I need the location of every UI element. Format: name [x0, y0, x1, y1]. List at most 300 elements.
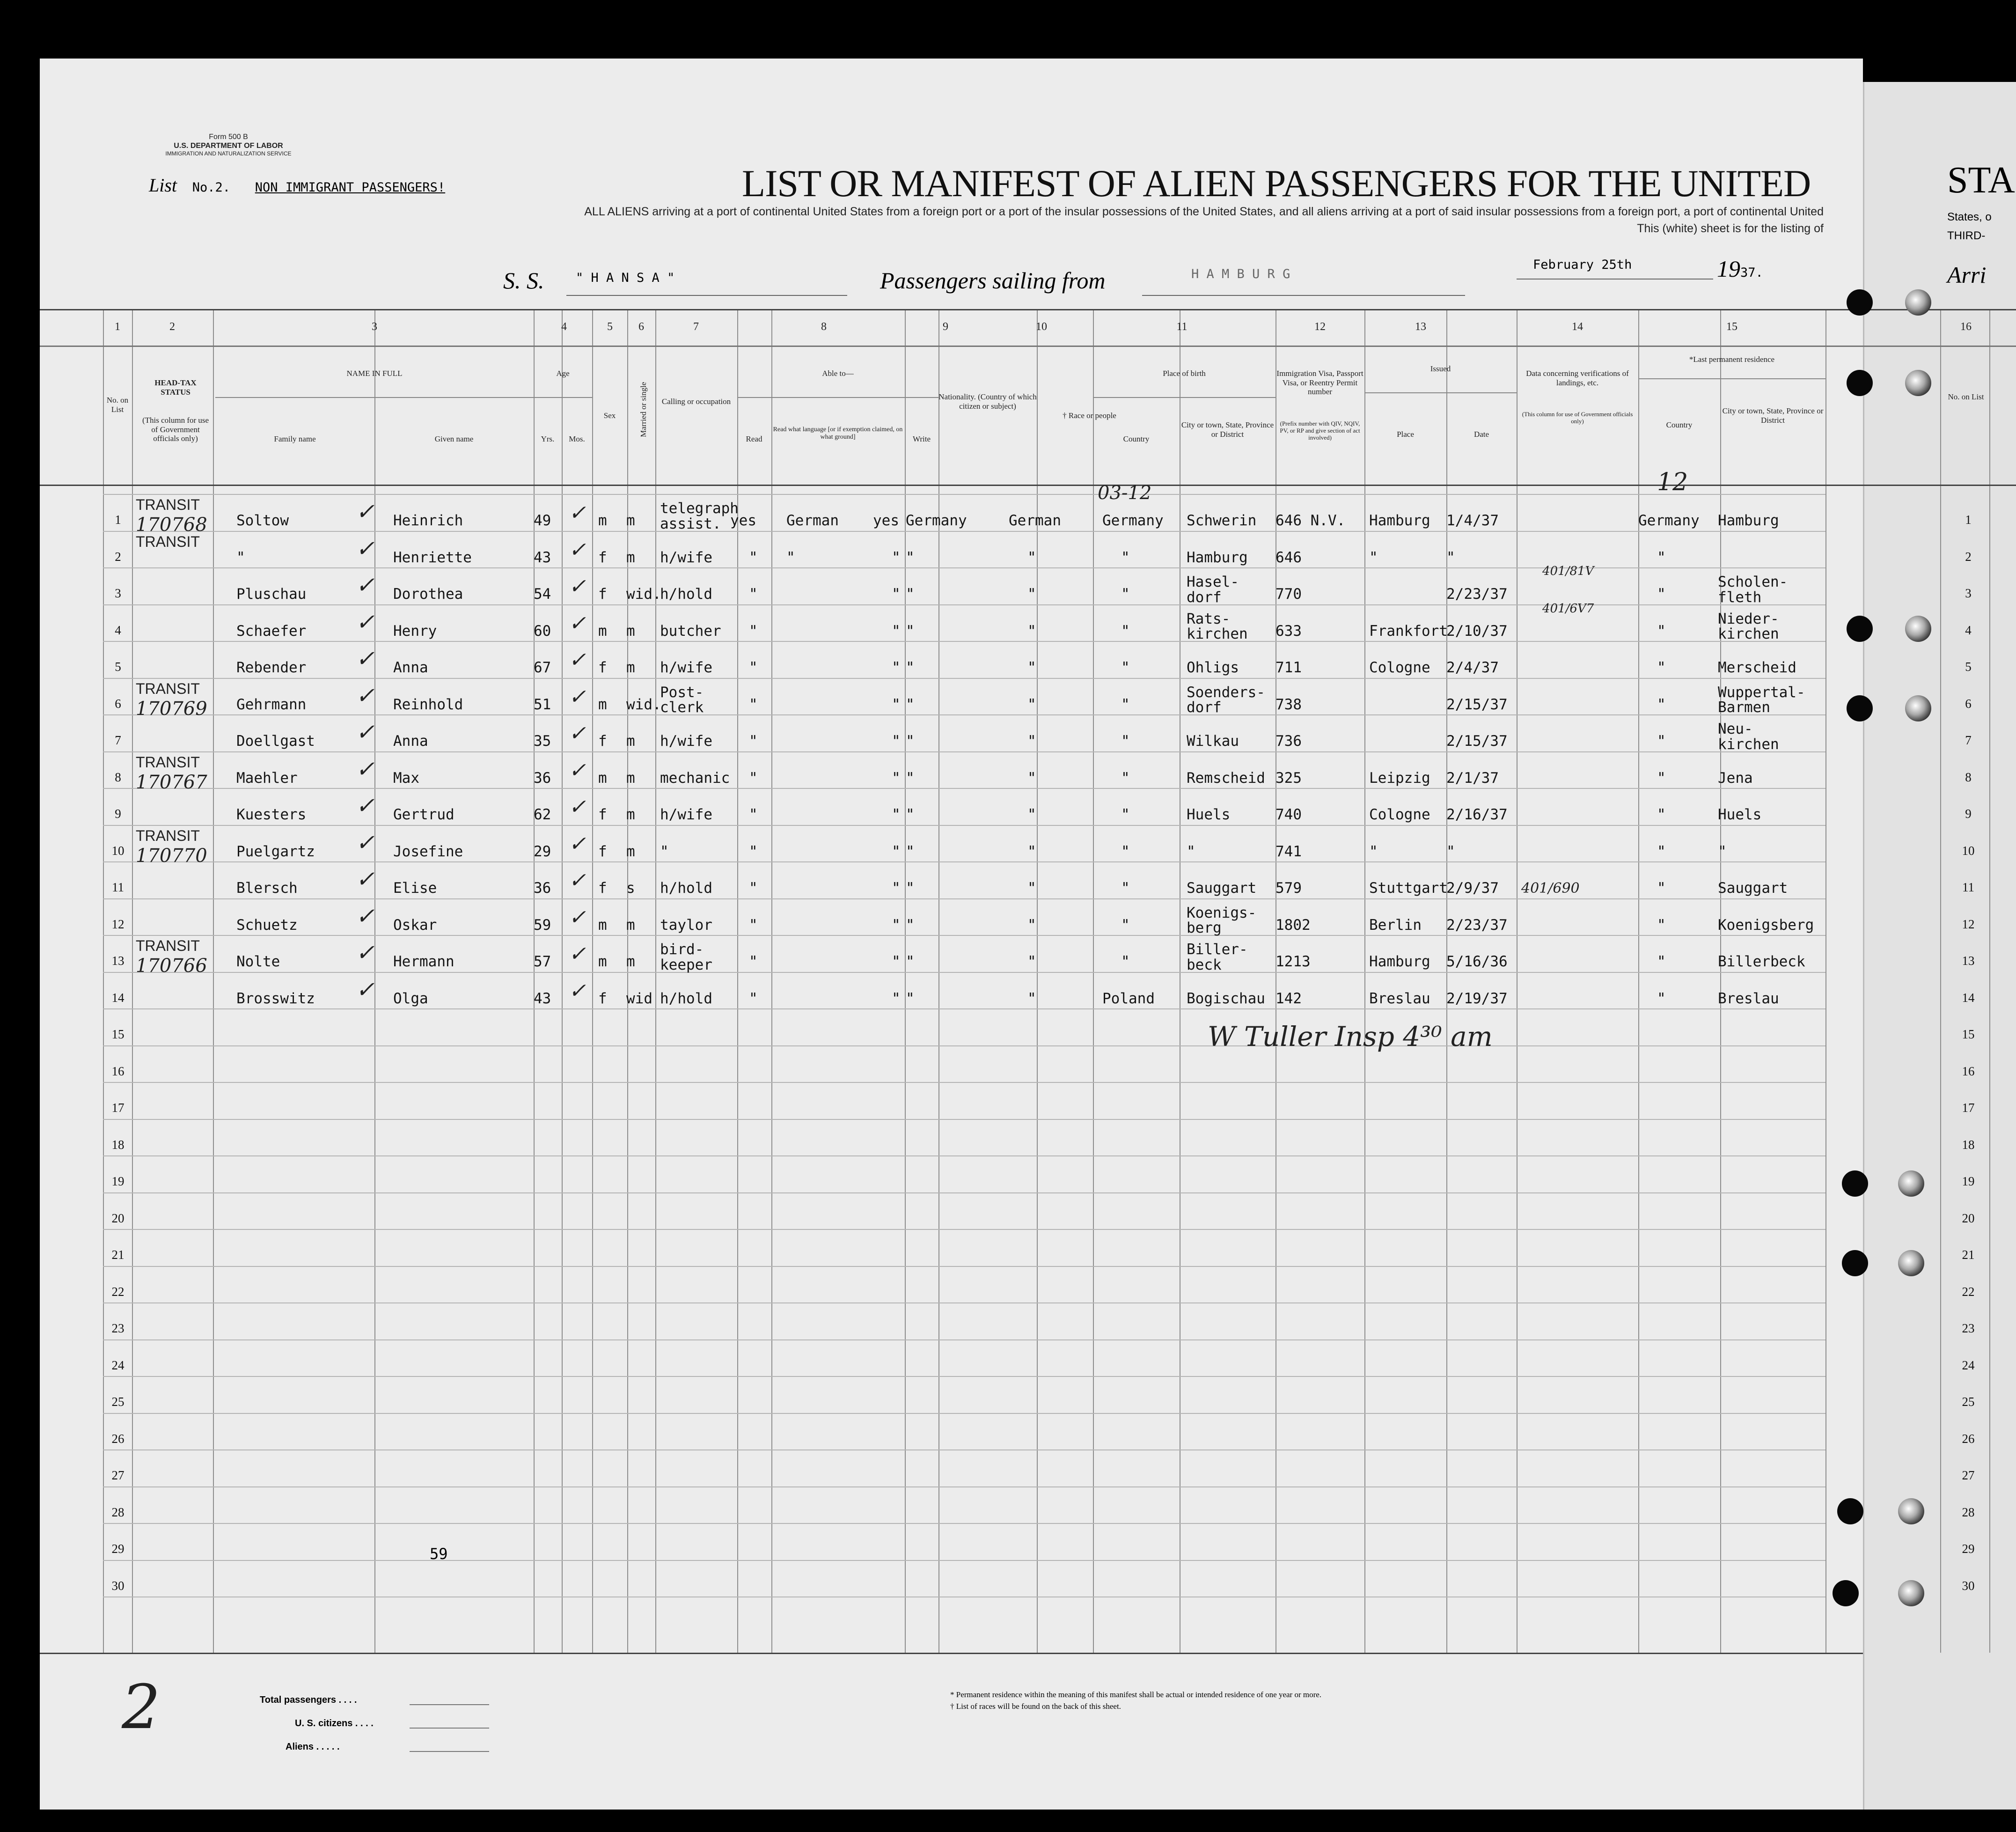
grid-vline — [132, 309, 133, 1653]
family-name: Schaefer — [236, 622, 307, 640]
residence-country: " — [1657, 880, 1666, 897]
hdr-visa: Immigration Visa, Passport Visa, or Reentry Permit number — [1276, 369, 1364, 397]
marital-status: m — [626, 843, 635, 860]
birth-country: " — [1121, 549, 1130, 566]
sailing-date: February 25th — [1533, 258, 1632, 272]
issued-place: Leipzig — [1369, 769, 1430, 787]
row-number-right: 23 — [1962, 1321, 1975, 1335]
hdr-read-lang: Read what language [or if exemption claimed, on what ground] — [773, 426, 903, 441]
residence-city: Huels — [1718, 806, 1762, 823]
can-read: " — [749, 586, 758, 603]
issued-place: Frankfort — [1369, 622, 1448, 640]
row-number-right: 28 — [1962, 1505, 1975, 1519]
issued-place: Cologne — [1369, 659, 1430, 676]
birth-country: " — [1121, 843, 1130, 860]
inspector-signature: W Tuller Insp 4³⁰ am — [1208, 1021, 1493, 1052]
hdr-race: † Race or people — [1063, 411, 1116, 420]
can-read: " — [749, 549, 758, 566]
can-read: " — [749, 880, 758, 897]
issued-place: Hamburg — [1369, 953, 1430, 970]
nationality: " — [906, 696, 915, 713]
checkmark-icon: ✓ — [356, 572, 375, 598]
can-read: " — [749, 806, 758, 823]
residence-city: Scholen- fleth — [1718, 574, 1788, 606]
column-number: 2 — [169, 321, 175, 333]
birth-country: " — [1121, 622, 1130, 640]
grid-vline — [592, 309, 593, 1653]
row-number: 7 — [115, 733, 121, 747]
checkmark-icon: ✓ — [356, 499, 375, 525]
service: IMMIGRATION AND NATURALIZATION SERVICE — [165, 150, 292, 157]
grid-vline — [1825, 309, 1826, 1653]
residence-country: " — [1657, 549, 1666, 566]
footer-total: Total passengers . . . . — [260, 1695, 357, 1705]
can-read: " — [749, 696, 758, 713]
given-name: Gertrud — [393, 806, 455, 823]
grid-vline — [1364, 309, 1365, 1653]
column-number: 10 — [1036, 321, 1047, 333]
family-name: Nolte — [236, 953, 280, 970]
age-years: 29 — [534, 843, 551, 860]
next-sheet-edge — [1863, 82, 2016, 1810]
race: " — [1027, 733, 1036, 750]
race: " — [1027, 843, 1036, 860]
sex: f — [598, 549, 607, 566]
can-write: " — [892, 916, 901, 934]
given-name: Oskar — [393, 916, 437, 934]
row-number-right: 14 — [1962, 990, 1975, 1005]
column-number: 12 — [1314, 321, 1326, 333]
occupation: h/hold — [660, 990, 712, 1007]
family-name: " — [236, 549, 245, 566]
residence-country: " — [1657, 733, 1666, 750]
handwritten-note-row4: 401/6V7 — [1542, 602, 1594, 616]
row-number: 25 — [111, 1395, 125, 1409]
sailing-label: Passengers sailing from — [880, 267, 1106, 294]
column-number: 8 — [821, 321, 827, 333]
row-number: 12 — [111, 917, 125, 931]
handwritten-note-row3: 401/81V — [1542, 564, 1594, 578]
sex: f — [598, 659, 607, 676]
visa-number: 736 — [1276, 733, 1302, 750]
row-number: 8 — [115, 770, 121, 784]
age-years: 60 — [534, 622, 551, 640]
checkmark-icon: ✓ — [569, 574, 586, 598]
grid-vline — [938, 309, 939, 1653]
marital-status: m — [626, 733, 635, 750]
hdr-sex: Sex — [603, 411, 616, 420]
row-line — [103, 1486, 1825, 1487]
binder-hole — [1842, 1250, 1868, 1276]
year-value: 37. — [1740, 265, 1763, 280]
checkmark-icon: ✓ — [569, 942, 586, 966]
marital-status: m — [626, 622, 635, 640]
can-read: " — [749, 622, 758, 640]
birth-city: Biller- beck — [1187, 941, 1248, 973]
marital-status: wid. — [626, 586, 661, 603]
race: " — [1027, 990, 1036, 1007]
age-years: 54 — [534, 586, 551, 603]
residence-country: " — [1657, 916, 1666, 934]
residence-country: " — [1657, 659, 1666, 676]
row-number: 24 — [111, 1358, 125, 1372]
can-read: " — [749, 843, 758, 860]
nationality: Germany — [906, 512, 967, 529]
column-number: 7 — [693, 321, 699, 333]
visa-number: 579 — [1276, 880, 1302, 897]
row-line — [103, 972, 1825, 973]
issued-date: 2/9/37 — [1446, 880, 1499, 897]
row-line — [103, 1082, 1825, 1083]
row-number-right: 20 — [1962, 1211, 1975, 1225]
issued-place: " — [1369, 549, 1378, 566]
row-number-right: 10 — [1962, 843, 1975, 858]
edge-line1: States, o — [1947, 211, 1992, 223]
occupation: bird- keeper — [660, 941, 712, 973]
hdr-birth-country: Country — [1123, 434, 1150, 443]
birth-city: Soenders- dorf — [1187, 684, 1265, 716]
row-number-right: 13 — [1962, 954, 1975, 968]
issued-date: 2/16/37 — [1446, 806, 1508, 823]
handwritten-col15-code: 12 — [1657, 468, 1688, 496]
hdr-read: Read — [746, 434, 762, 443]
hdr-name-in-full: NAME IN FULL — [346, 369, 403, 378]
family-name: Pluschau — [236, 586, 307, 603]
nationality: " — [906, 733, 915, 750]
hdr-calling: Calling or occupation — [661, 397, 731, 406]
hdr-res-country: Country — [1666, 420, 1693, 429]
checkmark-icon: ✓ — [356, 756, 375, 782]
age-years: 43 — [534, 549, 551, 566]
residence-country: " — [1657, 696, 1666, 713]
checkmark-icon: ✓ — [356, 535, 375, 562]
race: " — [1027, 880, 1036, 897]
residence-city: Breslau — [1718, 990, 1779, 1007]
hdr-res-city: City or town, State, Province or District — [1722, 406, 1824, 425]
residence-city: Koenigsberg — [1718, 916, 1814, 934]
checkmark-icon: ✓ — [356, 976, 375, 1003]
checkmark-icon: ✓ — [569, 501, 586, 525]
row-line — [103, 788, 1825, 789]
race: " — [1027, 622, 1036, 640]
marital-status: m — [626, 549, 635, 566]
birth-city: Hamburg — [1187, 549, 1248, 566]
given-name: Heinrich — [393, 512, 463, 529]
sex: m — [598, 916, 607, 934]
grid-vline — [771, 309, 772, 1653]
binder-hole — [1905, 695, 1931, 721]
row-line — [103, 898, 1825, 899]
birth-city: Remscheid — [1187, 769, 1265, 787]
family-name: Kuesters — [236, 806, 307, 823]
binder-hole — [1898, 1498, 1924, 1524]
given-name: Josefine — [393, 843, 463, 860]
occupation: Post- clerk — [660, 684, 704, 716]
hdr-write: Write — [912, 434, 931, 443]
family-name: Doellgast — [236, 733, 315, 750]
issued-date: 2/23/37 — [1446, 916, 1508, 934]
checkmark-icon: ✓ — [569, 905, 586, 929]
can-read: " — [749, 953, 758, 970]
nationality: " — [906, 953, 915, 970]
checkmark-icon: ✓ — [569, 648, 586, 672]
occupation: butcher — [660, 622, 721, 640]
age-years: 35 — [534, 733, 551, 750]
ship-underline — [566, 295, 847, 296]
residence-country: " — [1657, 843, 1666, 860]
visa-number: 1213 — [1276, 953, 1311, 970]
residence-city: Billerbeck — [1718, 953, 1805, 970]
sex: m — [598, 512, 607, 529]
column-number: 6 — [638, 321, 644, 333]
binder-hole — [1898, 1170, 1924, 1197]
row-number: 9 — [115, 807, 121, 821]
column-number: 15 — [1726, 321, 1737, 333]
issued-date: " — [1446, 549, 1455, 566]
family-name: Blersch — [236, 880, 298, 897]
sex: m — [598, 769, 607, 787]
race: " — [1027, 586, 1036, 603]
row-number: 3 — [115, 586, 121, 600]
occupation: h/wife — [660, 659, 712, 676]
row-line — [103, 1192, 1825, 1193]
hdr-birth: Place of birth — [1163, 369, 1206, 378]
birth-city: Hasel- dorf — [1187, 574, 1239, 606]
footer-aliens: Aliens . . . . . — [286, 1742, 340, 1752]
issued-place: " — [1369, 843, 1378, 860]
row-number: 5 — [115, 660, 121, 674]
age-years: 36 — [534, 880, 551, 897]
checkmark-icon: ✓ — [356, 646, 375, 672]
race: " — [1027, 696, 1036, 713]
row-line — [103, 1339, 1825, 1340]
manifest-title: LIST OR MANIFEST OF ALIEN PASSENGERS FOR THE UNITED — [742, 162, 1811, 205]
hdr-family: Family name — [274, 434, 316, 443]
can-write: " — [892, 659, 901, 676]
grid-hline — [40, 1653, 1863, 1654]
residence-city: Sauggart — [1718, 880, 1788, 897]
checkmark-icon: ✓ — [356, 719, 375, 745]
row-line — [103, 1045, 1825, 1046]
given-name: Dorothea — [393, 586, 463, 603]
issued-date: 2/10/37 — [1446, 622, 1508, 640]
checkmark-icon: ✓ — [569, 721, 586, 745]
row-number-right: 24 — [1962, 1358, 1975, 1372]
birth-city: Huels — [1187, 806, 1231, 823]
column-number: 16 — [1960, 321, 1972, 333]
grid-vline — [627, 309, 628, 1653]
grid-hline — [40, 485, 2016, 486]
row-number: 11 — [112, 880, 124, 894]
grid-vline — [1720, 309, 1721, 1653]
visa-number: 770 — [1276, 586, 1302, 603]
birth-city: Rats- kirchen — [1187, 610, 1248, 643]
binder-hole — [1833, 1580, 1859, 1606]
given-name: Anna — [393, 733, 428, 750]
row-line — [103, 1155, 1825, 1156]
row-number-right: 4 — [1965, 623, 1972, 637]
race: " — [1027, 953, 1036, 970]
binder-hole — [1847, 616, 1873, 642]
grid-vline — [562, 309, 563, 1653]
family-name: Maehler — [236, 769, 298, 787]
family-name: Puelgartz — [236, 843, 315, 860]
visa-number: 142 — [1276, 990, 1302, 1007]
visa-number: 1802 — [1276, 916, 1311, 934]
given-name: Olga — [393, 990, 428, 1007]
residence-city: Nieder- kirchen — [1718, 610, 1779, 643]
nationality: " — [906, 990, 915, 1007]
age-years: 49 — [534, 512, 551, 529]
footer-note-residence: * Permanent residence within the meaning of this manifest shall be actual or intended residence of one year or more. — [950, 1690, 1322, 1699]
form-number: Form 500 B — [209, 133, 248, 141]
can-read: " — [749, 990, 758, 1007]
hdr-age: Age — [556, 369, 570, 378]
residence-city: " — [1718, 843, 1727, 860]
checkmark-icon: ✓ — [569, 795, 586, 819]
occupation: h/hold — [660, 880, 712, 897]
sex: m — [598, 696, 607, 713]
family-name: Rebender — [236, 659, 307, 676]
checkmark-icon: ✓ — [356, 829, 375, 856]
row-number: 1 — [115, 513, 121, 527]
issued-place: Stuttgart — [1369, 880, 1448, 897]
grid-vline — [1638, 309, 1639, 1653]
nationality: " — [906, 880, 915, 897]
birth-city: " — [1187, 843, 1195, 860]
grid-vline — [374, 309, 375, 1653]
transit-stamp: TRANSIT — [136, 533, 200, 550]
footer-citizens: U. S. citizens . . . . — [295, 1718, 374, 1729]
can-write: " — [892, 843, 901, 860]
issued-date: 2/19/37 — [1446, 990, 1508, 1007]
birth-city: Sauggart — [1187, 880, 1257, 897]
birth-city: Ohligs — [1187, 659, 1239, 676]
form-header — [144, 132, 313, 157]
grid-vline — [905, 309, 906, 1653]
header-split-line — [534, 397, 592, 398]
read-language: " — [786, 549, 795, 566]
can-write: " — [892, 990, 901, 1007]
row-line — [103, 678, 1825, 679]
checkmark-icon: ✓ — [569, 868, 586, 892]
grid-hline — [40, 346, 2016, 347]
can-read: " — [749, 916, 758, 934]
row-number: 15 — [111, 1027, 125, 1041]
residence-country: " — [1657, 990, 1666, 1007]
birth-country: " — [1121, 733, 1130, 750]
visa-number: 646 N.V. — [1276, 512, 1346, 529]
page-mark: 2 — [122, 1671, 161, 1743]
row-line — [103, 494, 1825, 495]
checkmark-icon: ✓ — [356, 682, 375, 709]
occupation: taylor — [660, 916, 712, 934]
can-write: " — [892, 769, 901, 787]
checkmark-icon: ✓ — [356, 609, 375, 635]
sex: m — [598, 953, 607, 970]
birth-city: Schwerin — [1187, 512, 1257, 529]
occupation: h/hold — [660, 586, 712, 603]
issued-place: Breslau — [1369, 990, 1430, 1007]
hdr-birth-city: City or town, State, Province or District — [1181, 420, 1274, 439]
visa-number: 711 — [1276, 659, 1302, 676]
residence-country: " — [1657, 769, 1666, 787]
birth-country: Germany — [1102, 512, 1164, 529]
residence-country: " — [1657, 953, 1666, 970]
binder-hole — [1898, 1580, 1924, 1606]
hdr-verif: Data concerning verifications of landings, etc. — [1526, 369, 1629, 387]
column-number: 1 — [115, 321, 120, 333]
header-split-line — [215, 397, 534, 398]
year-prefix: 19 — [1717, 256, 1740, 282]
transit-stamp: TRANSIT — [136, 496, 200, 513]
binder-hole — [1898, 1250, 1924, 1276]
row-number-right: 18 — [1962, 1137, 1975, 1152]
residence-city: Jena — [1718, 769, 1753, 787]
row-number-right: 12 — [1962, 917, 1975, 931]
visa-number: 633 — [1276, 622, 1302, 640]
marital-status: m — [626, 659, 635, 676]
birth-country: " — [1121, 916, 1130, 934]
birth-country: " — [1121, 659, 1130, 676]
can-write: " — [892, 696, 901, 713]
grid-vline — [1940, 309, 1941, 1653]
marital-status: wid. — [626, 696, 661, 713]
sex: f — [598, 990, 607, 1007]
occupation: h/wife — [660, 733, 712, 750]
checkmark-icon: ✓ — [569, 537, 586, 562]
row-number-right: 26 — [1962, 1431, 1975, 1446]
given-name: Hermann — [393, 953, 455, 970]
row-line — [103, 1229, 1825, 1230]
issued-date: 2/4/37 — [1446, 659, 1499, 676]
column-number: 3 — [372, 321, 377, 333]
row-number: 14 — [111, 990, 125, 1005]
grid-vline — [1446, 309, 1447, 1653]
row-number-right: 17 — [1962, 1101, 1975, 1115]
binder-hole — [1847, 289, 1873, 316]
can-read: " — [749, 769, 758, 787]
can-read: yes — [730, 512, 756, 529]
race: German — [1009, 512, 1061, 529]
race: " — [1027, 769, 1036, 787]
edge-arr: Arri — [1947, 262, 1987, 288]
age-years: 67 — [534, 659, 551, 676]
issued-place: Cologne — [1369, 806, 1430, 823]
residence-city: Neu- kirchen — [1718, 721, 1779, 753]
row-number: 21 — [111, 1248, 125, 1262]
grid-vline — [1989, 309, 1990, 1653]
row-number-right: 3 — [1965, 586, 1972, 600]
row-number: 28 — [111, 1505, 125, 1519]
date-underline — [1517, 279, 1713, 280]
transit-stamp: TRANSIT — [136, 827, 200, 844]
can-write: yes — [873, 512, 899, 529]
hdr-verif-note: (This column for use of Government officials only) — [1522, 411, 1633, 425]
row-number: 23 — [111, 1321, 125, 1335]
row-number: 19 — [111, 1174, 125, 1188]
issued-date: " — [1446, 843, 1455, 860]
hdr-married: Married or single — [639, 382, 648, 437]
marital-status: m — [626, 953, 635, 970]
checkmark-icon: ✓ — [569, 611, 586, 635]
row-number-right: 8 — [1965, 770, 1972, 784]
row-number-right: 5 — [1965, 660, 1972, 674]
row-line — [103, 1523, 1825, 1524]
race: " — [1027, 806, 1036, 823]
checkmark-icon: ✓ — [569, 758, 586, 782]
can-write: " — [892, 549, 901, 566]
